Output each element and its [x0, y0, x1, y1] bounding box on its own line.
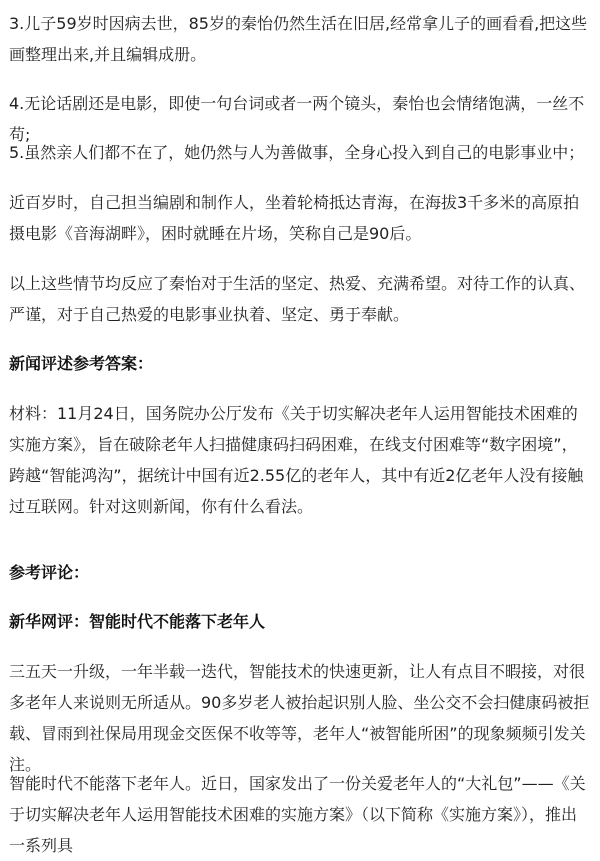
paragraph-centenarian: 近百岁时，自己担当编剧和制作人，坐着轮椅抵达青海，在海拔3千多米的高原拍摄电影《音海湖畔》，困时就睡在片场，笑称自己是90后。: [9, 193, 580, 243]
paragraph-material: 材料：11月24日，国务院办公厅发布《关于切实解决老年人运用智能技术困难的实施方案》，旨在破除老年人扫描健康码扫码困难，在线支付困难等“数字困境”，跨越“智能鸿沟”，据统计中国有近2.55亿的老年人，其中有近2亿老年人没有接触过互联网。针对这则新闻，你有什么看法。: [9, 404, 584, 516]
paragraph-item-5: 5.虽然亲人们都不在了，她仍然与人为善做事，全身心投入到自己的电影事业中；: [9, 143, 585, 162]
comment-title: 新华网评：智能时代不能落下老年人: [9, 612, 266, 631]
paragraph-item-4: 4.无论话剧还是电影，即使一句台词或者一两个镜头，秦怡也会情绪饱满，一丝不苟;: [9, 94, 585, 144]
paragraph-comment-2: 智能时代不能落下老年人。近日，国家发出了一份关爱老年人的“大礼包”——《关于切实解决老年人运用智能技术困难的实施方案》（以下简称《实施方案》），推出一系列具: [9, 774, 586, 855]
paragraph-item-3: 3.儿子59岁时因病去世，85岁的秦怡仍然生活在旧居,经常拿儿子的画看看,把这些画整理出来,并且编辑成册。: [9, 14, 588, 64]
section-heading-reference-comment: 参考评论：: [9, 563, 90, 582]
paragraph-comment-1: 三五天一升级，一年半载一迭代，智能技术的快速更新，让人有点目不暇接，对很多老年人来说则无所适从。90多岁老人被抬起识别人脸、坐公交不会扫健康码被拒载、冒雨到社保局用现金交医保不收等等，老年人“被智能所困”的现象频频引发关注。: [9, 662, 590, 774]
section-heading-news-review: 新闻评述参考答案：: [9, 354, 154, 373]
paragraph-summary: 以上这些情节均反应了秦怡对于生活的坚定、热爱、充满希望。对待工作的认真、严谨，对于自己热爱的电影事业执着、坚定、勇于奉献。: [9, 274, 586, 324]
